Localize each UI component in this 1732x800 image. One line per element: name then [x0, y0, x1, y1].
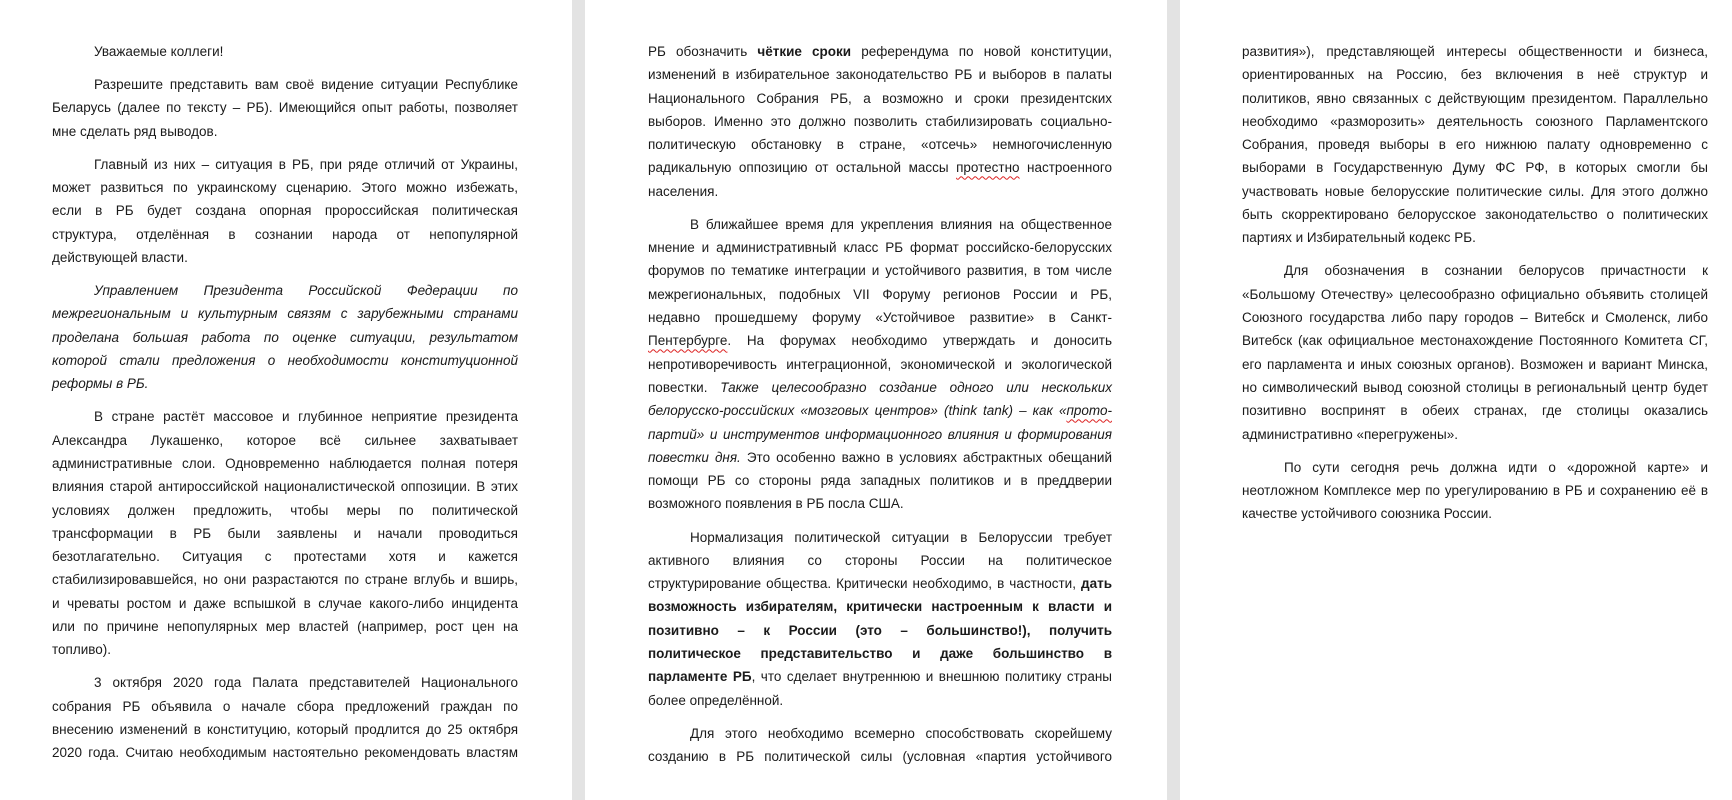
text-run: активного влияния со стороны России на политическое [648, 552, 1112, 568]
text-run: изменений в избирательное законодательство РБ и выборов в палаты [648, 67, 1112, 83]
text-run: трансформации в РБ были заявлены и начали проводиться [52, 525, 518, 541]
page-text [1242, 40, 1708, 535]
text-line [1242, 259, 1708, 282]
text-run: недавно прошедшему форуму «Устойчивое развитие» в Санкт- [648, 310, 1112, 326]
paragraph [52, 153, 518, 269]
text-run: ориентированных на Россию, без включения в неё структур и [1242, 67, 1708, 83]
text-run: Также целесообразно создание одного или нескольких [720, 379, 1112, 395]
text-line [648, 595, 1112, 618]
paragraph [52, 40, 518, 63]
text-line [1242, 203, 1708, 226]
document-page-2 [585, 0, 1167, 800]
text-line [648, 446, 1112, 469]
text-line [648, 689, 1112, 712]
text-line [52, 326, 518, 349]
text-line [52, 718, 518, 741]
text-run: административно «перегружены». [1242, 426, 1458, 442]
text-line [52, 499, 518, 522]
text-line [648, 236, 1112, 259]
paragraph [52, 405, 518, 661]
text-line [648, 213, 1112, 236]
text-run: . На форумах необходимо утверждать и доносить [727, 333, 1112, 349]
text-line [52, 40, 518, 63]
text-run: позитивно воспринят в обеих странах, где столицы оказались [1242, 403, 1708, 419]
text-line [52, 638, 518, 661]
text-line [1242, 180, 1708, 203]
text-run: РБ обозначить [648, 44, 758, 59]
text-run: «Большому Отечеству» целесообразно официально объявить столицей [1242, 286, 1708, 302]
text-run: если в РБ будет создана опорная пророссийская политическая [52, 203, 518, 219]
text-run: Александра Лукашенко, которое всё сильнее захватывает [52, 432, 518, 448]
text-run: позитивно – к России (это – большинство!), получить [648, 622, 1112, 638]
text-run: Союзного государства либо пару городов – Витебск и Смоленск, либо [1242, 310, 1708, 326]
text-run: , что сделает внутреннюю и внешнюю политику страны [751, 669, 1112, 685]
text-line [52, 199, 518, 222]
text-line [52, 545, 518, 568]
text-run: форумов по тематике интеграции и устойчивого развития, в том числе [648, 263, 1112, 279]
text-line [52, 279, 518, 302]
text-line [1242, 423, 1708, 446]
paragraph [648, 213, 1112, 516]
text-run: развития»), представляющей интересы общественности и бизнеса, [1242, 44, 1708, 59]
text-run: населения. [648, 183, 719, 199]
text-run: возможного появления в РБ посла США. [648, 496, 904, 512]
paragraph [1242, 40, 1708, 250]
text-line [648, 329, 1112, 352]
text-line [52, 246, 518, 269]
text-run: повестки. [648, 379, 721, 395]
text-line [648, 619, 1112, 642]
text-run: Уважаемые коллеги! [94, 44, 224, 59]
text-run: непротиворечивость интеграционной, экономической и экологической [648, 356, 1112, 372]
text-run: По сути сегодня речь должна идти о «дорожной карте» и [1284, 459, 1708, 475]
text-line [648, 40, 1112, 63]
text-run: участвовать новые белорусские политические силы. Для этого должно [1242, 183, 1708, 199]
text-line [648, 526, 1112, 549]
text-line [648, 180, 1112, 203]
text-run: и чреваты ростом и даже вспышкой в случае какого-либо инцидента [52, 595, 518, 611]
text-run: действующей власти. [52, 249, 188, 265]
text-line [52, 73, 518, 96]
text-line [1242, 456, 1708, 479]
text-line [648, 745, 1112, 768]
text-line [52, 671, 518, 694]
text-run: настроенного [1019, 160, 1112, 176]
text-line [1242, 329, 1708, 352]
text-run: партиях и Избирательный кодекс РБ. [1242, 230, 1476, 246]
text-run: Управлением Президента Российской Федерации по [94, 283, 518, 299]
text-line [648, 722, 1112, 745]
text-run: проделана большая работа по оценке ситуации, результатом [52, 329, 518, 345]
text-run: Главный из них – ситуация в РБ, при ряде отличий от Украины, [94, 156, 518, 172]
text-run: более определённой. [648, 692, 784, 708]
text-line [648, 283, 1112, 306]
text-run: 3 октября 2020 года Палата представителей Национального [94, 675, 518, 691]
text-line [52, 615, 518, 638]
text-run: В ближайшее время для укрепления влияния на общественное [690, 216, 1112, 232]
text-run: быть скорректировано белорусское законодательство о политических [1242, 207, 1708, 223]
text-line [648, 469, 1112, 492]
text-line [1242, 399, 1708, 422]
paragraph [1242, 456, 1708, 526]
paragraph [52, 279, 518, 395]
text-line [1242, 110, 1708, 133]
text-line [1242, 376, 1708, 399]
text-line [52, 452, 518, 475]
text-line [648, 549, 1112, 572]
text-line [52, 302, 518, 325]
text-run: его парламента и иных союзных органов). Возможен и вариант Минска, [1242, 356, 1708, 372]
text-line [52, 372, 518, 395]
text-run: политическую обстановку в стране, «отсечь» немногочисленную [648, 137, 1112, 153]
text-line [52, 568, 518, 591]
text-run: выборов. Именно это должно позволить стабилизировать социально- [648, 113, 1112, 129]
page-text [52, 40, 518, 774]
text-line [648, 110, 1112, 133]
text-line [648, 376, 1112, 399]
paragraph [648, 526, 1112, 712]
text-run: белорусско-российских «мозговых центров» (think tank) – как « [648, 403, 1067, 419]
text-run: внесению изменений в конституцию, который продлится до 25 октября [52, 722, 518, 737]
text-run: реформы в РБ. [52, 376, 149, 392]
text-run: повестки дня. [648, 449, 741, 465]
text-line [52, 120, 518, 143]
text-line [648, 259, 1112, 282]
text-run: Для обозначения в сознании белорусов причастности к [1284, 263, 1708, 279]
text-line [1242, 63, 1708, 86]
text-run: собрания РБ объявила о начале сбора предложений граждан по [52, 698, 518, 714]
text-run: необходимо «разморозить» деятельность союзного Парламентского [1242, 113, 1708, 129]
text-line [648, 642, 1112, 665]
text-line [52, 592, 518, 615]
text-run: Для этого необходимо всемерно способствовать скорейшему [690, 725, 1112, 741]
text-line [648, 572, 1112, 595]
text-line [1242, 156, 1708, 179]
text-run: но символический вывод союзной столицы в региональный центр будет [1242, 379, 1708, 395]
text-line [52, 223, 518, 246]
text-run: мнение и административный класс РБ формат российско-белорусских [648, 240, 1112, 256]
text-line [648, 423, 1112, 446]
text-line [648, 665, 1112, 688]
text-line [648, 133, 1112, 156]
paragraph [648, 40, 1112, 203]
text-line [648, 492, 1112, 515]
text-line [648, 156, 1112, 179]
text-run: межрегиональных, подобных VII Форуму регионов России и РБ, [648, 286, 1112, 302]
page-text [648, 40, 1112, 778]
text-run: радикальную оппозицию от остальной массы [648, 160, 957, 176]
misspelled-word[interactable]: прото- [1066, 403, 1112, 419]
paragraph [1242, 259, 1708, 445]
text-run: структурирование общества. Критически необходимо, в частности, [648, 576, 1081, 592]
text-line [1242, 479, 1708, 502]
text-run: неотложном Комплексе мер по урегулированию в РБ и сохранению её в [1242, 482, 1708, 498]
text-run: влияния старой антироссийской националистической оппозиции. В этих [52, 479, 518, 495]
text-line [52, 349, 518, 372]
text-line [1242, 87, 1708, 110]
paragraph [52, 73, 518, 143]
text-run: Беларусь (далее по тексту – РБ). Имеющийся опыт работы, позволяет [52, 100, 518, 116]
text-run: мне сделать ряд выводов. [52, 123, 218, 139]
text-line [52, 96, 518, 119]
text-line [52, 176, 518, 199]
text-line [1242, 133, 1708, 156]
paragraph [648, 722, 1112, 769]
text-run: созданию в РБ политической силы (условная «партия устойчивого [648, 749, 1112, 764]
text-run: может развиться по украинскому сценарию. Этого можно избежать, [52, 180, 518, 196]
text-line [52, 475, 518, 498]
text-run: безотлагательно. Ситуация с протестами хотя и кажется [52, 549, 518, 565]
text-line [52, 429, 518, 452]
text-run: политическое представительство и даже большинство в [648, 646, 1112, 662]
text-run: топливо). [52, 642, 112, 658]
text-run: дать [1081, 576, 1112, 592]
text-line [1242, 40, 1708, 63]
text-run: условиях должен предложить, чтобы меры по политической [52, 502, 518, 518]
text-run: структура, отделённая в сознании народа от непопулярной [52, 226, 518, 242]
text-line [1242, 226, 1708, 249]
text-run: В стране растёт массовое и глубинное неприятие президента [94, 409, 518, 425]
text-run: стабилизировавшейся, но они разрастаются по стране вглубь и вширь, [52, 572, 518, 588]
text-run: возможность избирателям, критически настроенным к власти и [648, 599, 1112, 615]
text-run: политиков, явно связанных с действующим президентом. Параллельно [1242, 90, 1708, 106]
text-run: партий» и инструментов информационного влияния и формирования [648, 426, 1112, 442]
text-run: выборами в Государственную Думу ФС РФ, в которых смогли бы [1242, 160, 1708, 176]
paragraph [52, 671, 518, 764]
document-page-3 [1180, 0, 1732, 800]
text-line [52, 153, 518, 176]
text-run: Национального Собрания РБ, а возможно и сроки президентских [648, 90, 1112, 106]
text-run: Собрания, проведя выборы в его нижнюю палату одновременно с [1242, 137, 1708, 153]
text-run: качестве устойчивого союзника России. [1242, 506, 1493, 522]
text-line [648, 63, 1112, 86]
text-run: чёткие сроки [757, 44, 852, 59]
text-run: или по причине непопулярных мер властей (например, рост цен на [52, 619, 518, 635]
text-run: помощи РБ со стороны ряда западных политиков и в преддверии [648, 473, 1112, 489]
misspelled-word[interactable]: Пентербурге [648, 333, 728, 349]
text-run: референдума по новой конституции, [851, 44, 1113, 59]
text-line [1242, 283, 1708, 306]
text-line [52, 522, 518, 545]
text-line [1242, 306, 1708, 329]
text-line [52, 741, 518, 764]
text-run: Нормализация политической ситуации в Белоруссии требует [690, 529, 1112, 545]
text-line [1242, 353, 1708, 376]
text-run: которой стали предложения о необходимости конституционной [52, 352, 518, 368]
text-run: Это особенно важно в условиях абстрактных обещаний [740, 449, 1112, 465]
text-run: межрегиональным и культурным связям с зарубежными странами [52, 306, 518, 322]
text-line [648, 399, 1112, 422]
text-line [648, 87, 1112, 110]
text-run: административные слои. Одновременно наблюдается полная потеря [52, 455, 518, 471]
text-run: 2020 года. Считаю необходимым настоятельно рекомендовать властям [52, 745, 518, 761]
text-run: Разрешите представить вам своё видение ситуации Республике [94, 77, 518, 93]
misspelled-word[interactable]: протестно [956, 160, 1020, 176]
text-line [52, 695, 518, 718]
text-line [1242, 502, 1708, 525]
text-line [648, 353, 1112, 376]
text-run: Витебск (как официальное местонахождение Постоянного Комитета СГ, [1242, 333, 1708, 349]
text-line [648, 306, 1112, 329]
text-run: парламенте РБ [648, 669, 752, 685]
document-page-1 [0, 0, 572, 800]
text-line [52, 405, 518, 428]
